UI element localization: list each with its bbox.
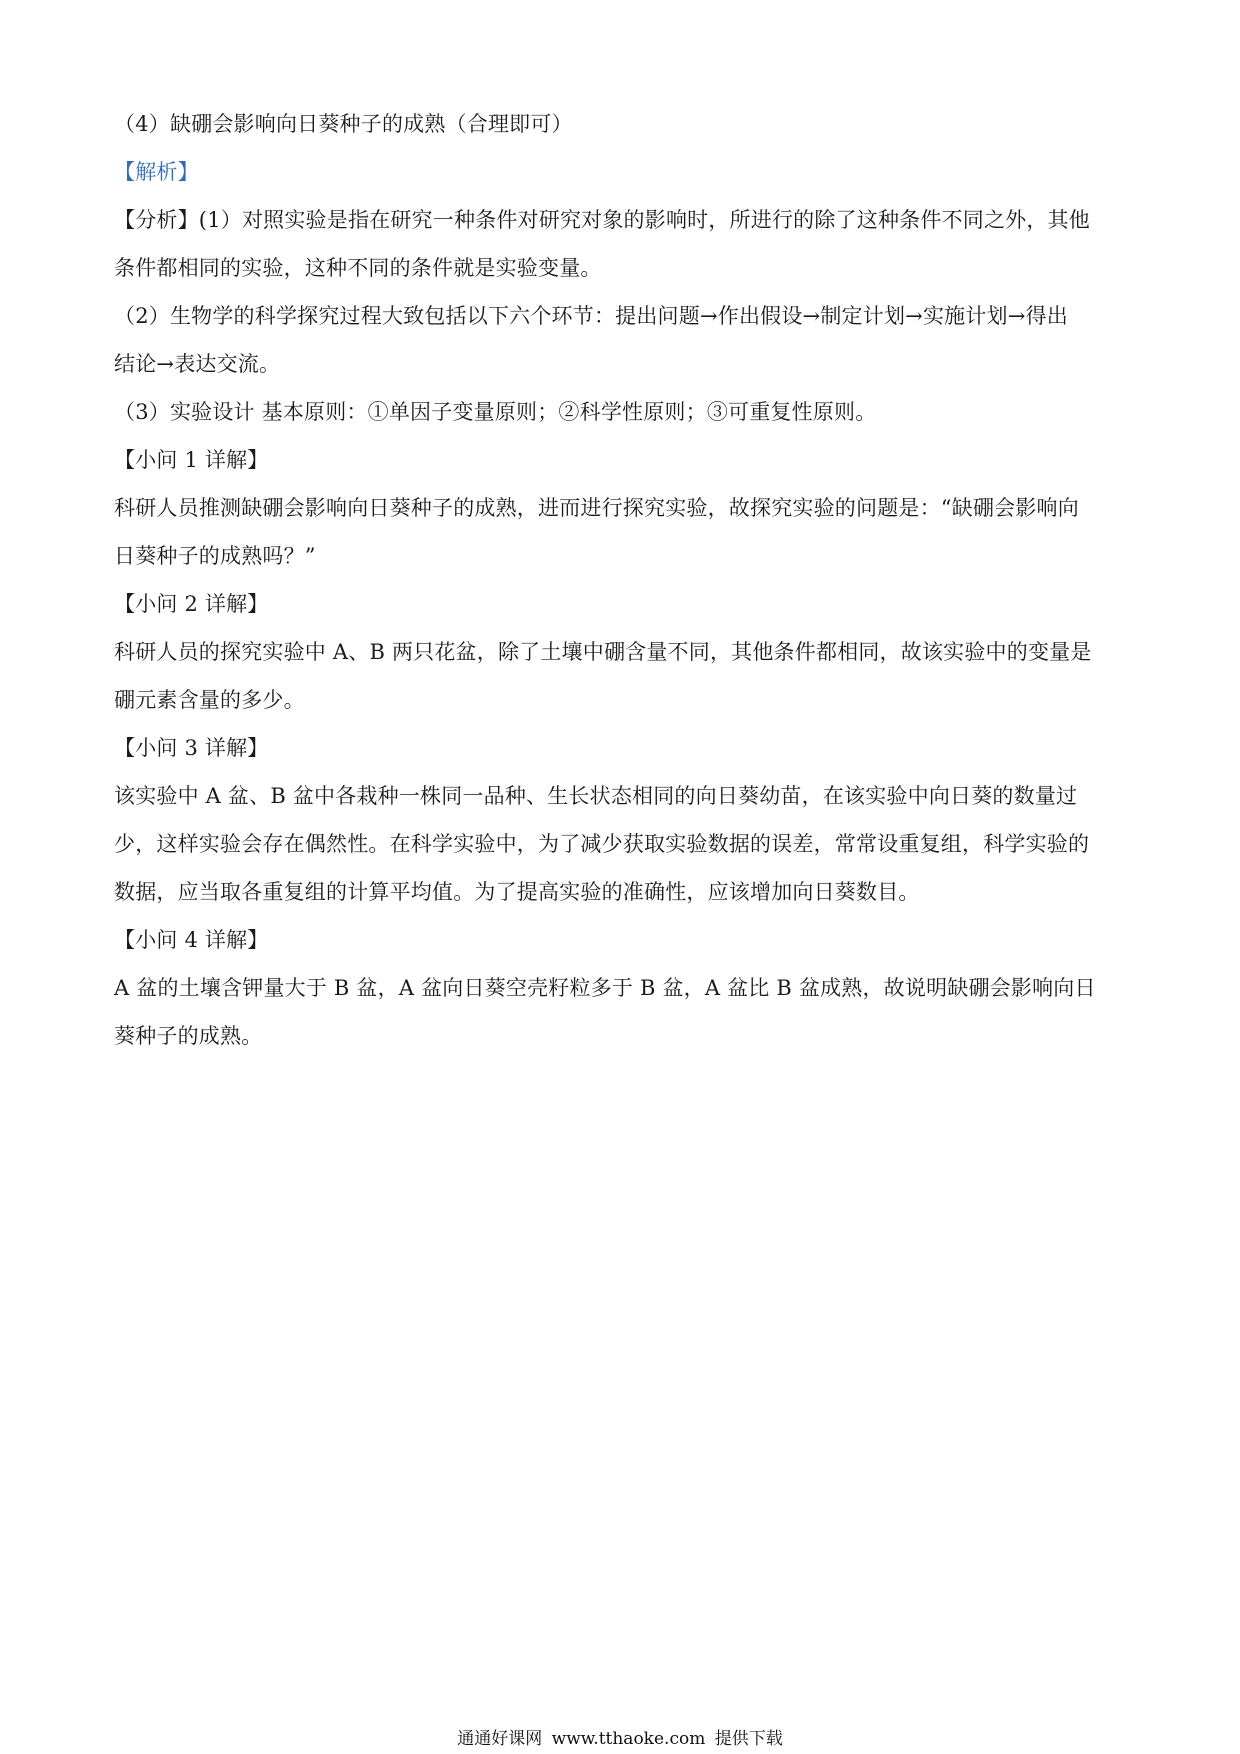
sub-question-3-line-1: 该实验中 A 盆、B 盆中各栽种一株同一品种、生长状态相同的向日葵幼苗，在该实验中向日葵的数量过 [114,784,1078,808]
page-footer [0,1728,1240,1750]
analysis-paragraph-3: （3）实验设计 基本原则：①单因子变量原则；②科学性原则；③可重复性原则。 [114,400,877,424]
document-body [114,100,1129,1060]
sub-question-2-line-1: 科研人员的探究实验中 A、B 两只花盆，除了土壤中硼含量不同，其他条件都相同，故该实验中的变量是 [114,640,1092,664]
sub-question-2-heading: 【小问 2 详解】 [114,592,269,616]
analysis-paragraph-2-line-1: （2）生物学的科学探究过程大致包括以下六个环节：提出问题→作出假设→制定计划→实施计划→得出 [114,304,1068,328]
footer-download-text: 提供下载 [714,1729,783,1749]
analysis-heading: 【解析】 [114,160,199,184]
analysis-paragraph-2-line-2: 结论→表达交流。 [114,352,281,376]
footer-url[interactable]: www.tthaoke.com [551,1729,706,1749]
sub-question-1-line-2: 日葵种子的成熟吗？” [114,544,316,568]
answer-4-line: （4）缺硼会影响向日葵种子的成熟（合理即可） [114,112,573,136]
analysis-paragraph-1-line-2: 条件都相同的实验，这种不同的条件就是实验变量。 [114,256,602,280]
sub-question-2-line-2: 硼元素含量的多少。 [114,688,305,712]
sub-question-3-line-3: 数据，应当取各重复组的计算平均值。为了提高实验的准确性，应该增加向日葵数目。 [114,880,920,904]
sub-question-3-heading: 【小问 3 详解】 [114,736,269,760]
sub-question-4-line-2: 葵种子的成熟。 [114,1024,263,1048]
sub-question-4-line-1: A 盆的土壤含钾量大于 B 盆，A 盆向日葵空壳籽粒多于 B 盆，A 盆比 B 盆成熟，故说明缺硼会影响向日 [114,976,1096,1000]
analysis-paragraph-1-line-1: 【分析】(1）对照实验是指在研究一种条件对研究对象的影响时，所进行的除了这种条件不同之外，其他 [114,208,1090,232]
footer-site-name: 通通好课网 [457,1729,543,1749]
sub-question-1-heading: 【小问 1 详解】 [114,448,269,472]
sub-question-1-line-1: 科研人员推测缺硼会影响向日葵种子的成熟，进而进行探究实验，故探究实验的问题是：“缺硼会影响向 [114,496,1079,520]
sub-question-4-heading: 【小问 4 详解】 [114,928,269,952]
sub-question-3-line-2: 少，这样实验会存在偶然性。在科学实验中，为了减少获取实验数据的误差，常常设重复组，科学实验的 [114,832,1090,856]
